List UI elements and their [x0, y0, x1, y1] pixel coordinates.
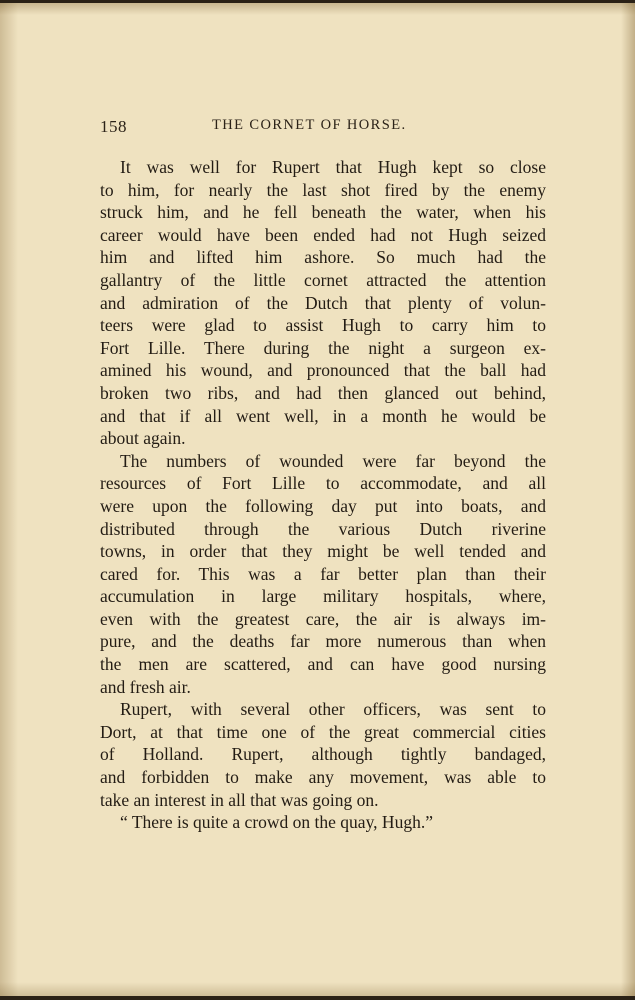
text-line: and fresh air. [100, 676, 191, 697]
text-line: and admiration of the Dutch that plenty of volun- [100, 292, 546, 313]
text-line: were upon the following day put into boats, and [100, 495, 546, 516]
text-line: career would have been ended had not Hugh seized [100, 224, 546, 245]
text-line: Dort, at that time one of the great commercial cities [100, 721, 546, 742]
paragraph-1 [100, 156, 546, 450]
text-line: teers were glad to assist Hugh to carry him to [100, 315, 546, 336]
text-line: distributed through the various Dutch riverine [100, 518, 546, 539]
paragraph-3 [100, 698, 546, 811]
text-line: Fort Lille. There during the night a surgeon ex- [100, 337, 546, 358]
text-line: and that if all went well, in a month he would be [100, 405, 546, 426]
text-line: to him, for nearly the last shot fired by the enemy [100, 179, 546, 200]
text-line: It was well for Rupert that Hugh kept so close [120, 157, 546, 177]
text-line: him and lifted him ashore. So much had the [100, 247, 546, 268]
text-line: about again. [100, 428, 186, 449]
text-line: cared for. This was a far better plan than their [100, 563, 546, 584]
page-header [100, 117, 546, 141]
page-number: 158 [100, 117, 127, 136]
text-line: struck him, and he fell beneath the water, when his [100, 202, 546, 223]
text-line: of Holland. Rupert, although tightly bandaged, [100, 744, 546, 765]
paragraph-4 [100, 811, 546, 834]
text-line: the men are scattered, and can have good nursing [100, 654, 546, 675]
text-line: Rupert, with several other officers, was sent to [120, 699, 546, 720]
text-line: gallantry of the little cornet attracted the attention [100, 269, 546, 290]
text-line: towns, in order that they might be well tended and [100, 541, 546, 562]
text-line: and forbidden to make any movement, was able to [100, 767, 546, 788]
text-line: broken two ribs, and had then glanced out behind, [100, 382, 546, 403]
paragraph-2 [100, 450, 546, 699]
body-text [100, 156, 546, 834]
text-line: resources of Fort Lille to accommodate, and all [100, 473, 546, 494]
text-line: “ There is quite a crowd on the quay, Hugh.” [120, 812, 433, 833]
text-line: The numbers of wounded were far beyond the [120, 450, 546, 471]
text-line: even with the greatest care, the air is always im- [100, 608, 546, 629]
running-head: THE CORNET OF HORSE. [212, 117, 407, 133]
text-line: amined his wound, and pronounced that the ball had [100, 360, 546, 381]
text-line: pure, and the deaths far more numerous than when [100, 631, 546, 652]
text-line: accumulation in large military hospitals, where, [100, 586, 546, 607]
text-line: take an interest in all that was going on. [100, 789, 379, 810]
